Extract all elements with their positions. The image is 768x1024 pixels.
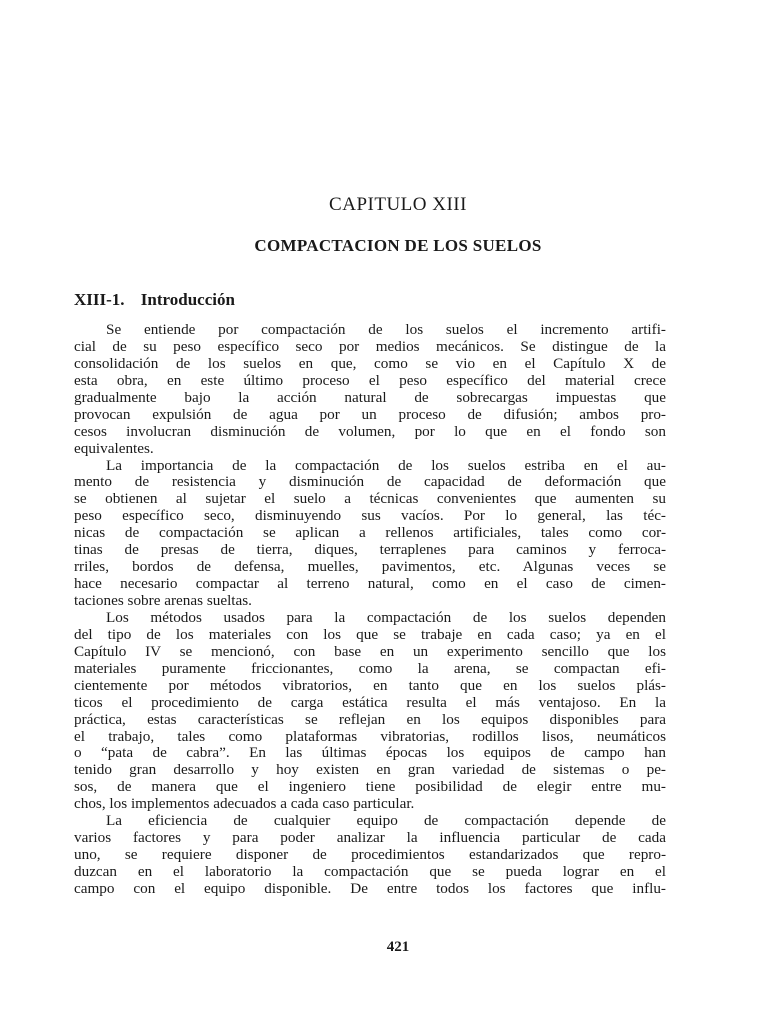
text-line: Los métodos usados para la compactación de los suelos dependen — [106, 608, 666, 626]
text-line: Capítulo IV se mencionó, con base en un experimento sencillo que los — [74, 642, 666, 660]
text-line: se obtienen al sujetar el suelo a técnicas convenientes que aumenten su — [74, 490, 666, 508]
text-line: campo con el equipo disponible. De entre todos los factores que influ- — [74, 879, 666, 897]
text-line: ticos el procedimiento de carga estática resulta el más ventajoso. En la — [74, 693, 666, 711]
text-line: tinas de presas de tierra, diques, terraplenes para caminos y ferroca- — [74, 541, 666, 559]
text-line: o “pata de cabra”. En las últimas épocas los equipos de campo han — [74, 744, 666, 762]
text-line: peso específico seco, disminuyendo sus vacíos. Por lo general, las téc- — [74, 507, 666, 525]
body-text — [74, 322, 666, 898]
section-number: XIII-1. — [74, 290, 125, 309]
text-line: consolidación de los suelos en que, como se vio en el Capítulo X de — [74, 354, 666, 372]
section-heading — [74, 290, 235, 310]
text-line: taciones sobre arenas sueltas. — [74, 592, 252, 609]
text-line: equivalentes. — [74, 439, 154, 457]
text-line: práctica, estas características se reflejan en los equipos disponibles para — [74, 710, 666, 728]
text-line: hace necesario compactar al terreno natural, como en el caso de cimen- — [74, 575, 666, 593]
chapter-heading: CAPITULO XIII — [329, 194, 467, 215]
text-line: sos, de manera que el ingeniero tiene posibilidad de elegir entre mu- — [74, 778, 666, 796]
text-line: rriles, bordos de defensa, muelles, pavimentos, etc. Algunas veces se — [74, 558, 666, 576]
paragraph — [74, 322, 666, 458]
text-line: cesos involucran disminución de volumen, por lo que en el fondo son — [74, 422, 666, 440]
text-line: Se entiende por compactación de los suelos el incremento artifi- — [106, 321, 666, 338]
text-line: mento de resistencia y disminución de capacidad de deformación que — [74, 473, 666, 491]
paragraph — [74, 610, 666, 813]
text-line: varios factores y para poder analizar la influencia particular de cada — [74, 829, 666, 847]
section-title: Introducción — [140, 290, 235, 309]
chapter-title: COMPACTACION DE LOS SUELOS — [254, 236, 542, 255]
text-line: provocan expulsión de agua por un proceso de difusión; ambos pro- — [74, 405, 666, 423]
text-line: del tipo de los materiales con los que se trabaje en cada caso; ya en el — [74, 625, 666, 643]
text-line: cientemente por métodos vibratorios, en tanto que en los suelos plás- — [74, 676, 666, 694]
text-line: gradualmente bajo la acción natural de sobrecargas impuestas que — [74, 388, 666, 406]
page-number: 421 — [386, 939, 410, 955]
text-line: La importancia de la compactación de los suelos estriba en el au- — [106, 456, 666, 474]
text-line: uno, se requiere disponer de procedimientos estandarizados que repro- — [74, 846, 666, 864]
text-line: cial de su peso específico seco por medios mecánicos. Se distingue de la — [74, 337, 666, 355]
text-line: nicas de compactación se aplican a rellenos artificiales, tales como cor- — [74, 524, 666, 542]
paragraph — [74, 458, 666, 610]
text-line: duzcan en el laboratorio la compactación que se pueda lograr en el — [74, 863, 666, 880]
text-line: el trabajo, tales como plataformas vibratorias, rodillos lisos, neumáticos — [74, 727, 666, 745]
text-line: esta obra, en este último proceso el peso específico del material crece — [74, 371, 666, 389]
text-line: materiales puramente friccionantes, como la arena, se compactan efi- — [74, 659, 666, 677]
text-line: tenido gran desarrollo y hoy existen en gran variedad de sistemas o pe- — [74, 761, 666, 779]
text-line: La eficiencia de cualquier equipo de compactación depende de — [106, 812, 666, 830]
paragraph — [74, 813, 666, 898]
text-line: chos, los implementos adecuados a cada caso particular. — [74, 795, 415, 813]
